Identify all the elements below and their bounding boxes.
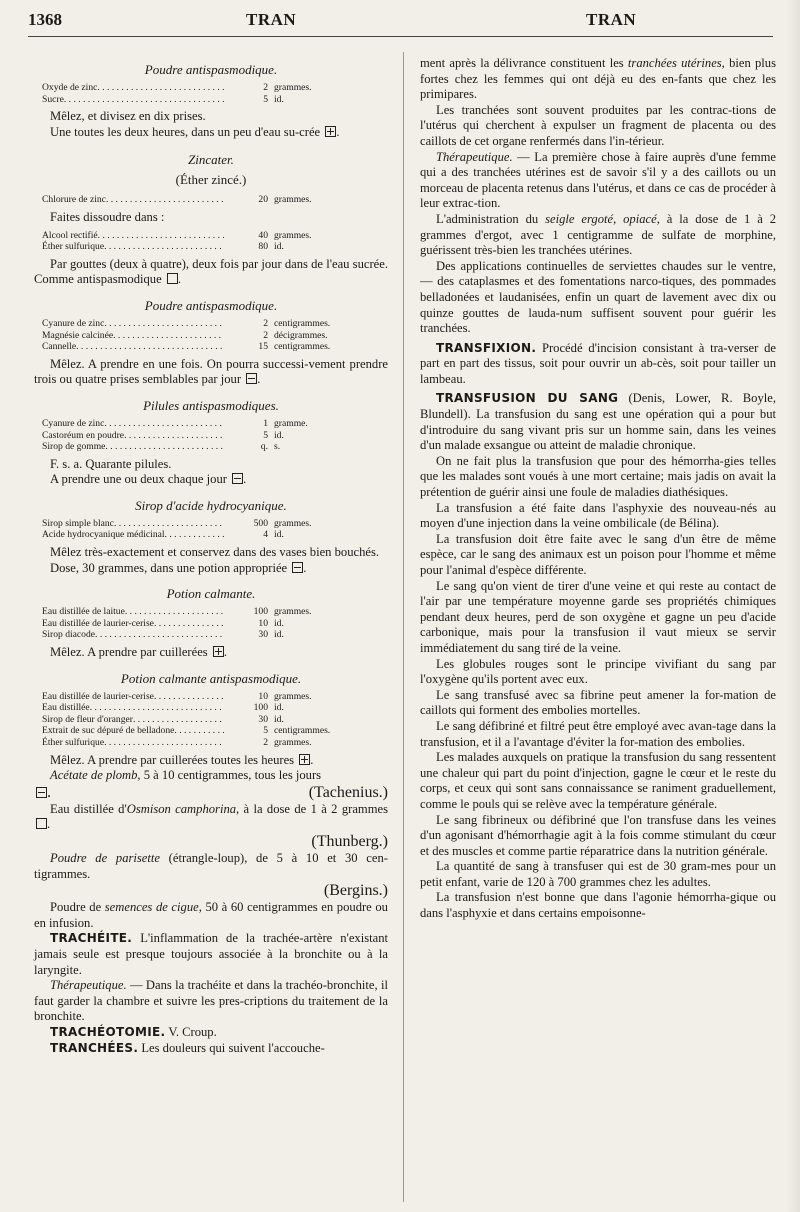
leader-dots: [114, 518, 224, 530]
entry-trachéite: TRACHÉITE. L'inflammation de la trachée-artère n'existant jamais seule est presque toujours associée à la bronchite ou à la laryngite.: [34, 931, 388, 977]
recipe-row: [42, 737, 352, 749]
ingredient-quantity: 2: [263, 737, 268, 748]
ingredient-quantity: 15: [258, 341, 268, 353]
ingredient-unit: grammes.: [274, 606, 312, 618]
recipe-row: [42, 529, 352, 541]
ingredient-name: Sirop diacode: [42, 629, 96, 641]
recipe-row: [42, 318, 352, 330]
ingredient-quantity: 1: [263, 417, 268, 429]
plus-box-icon: [213, 646, 224, 657]
section-title: Potion calmante.: [166, 586, 256, 602]
paragraph: Mêlez très-exactement et conservez dans des vases bien bouchés.: [50, 545, 380, 560]
ingredient-name: Sirop simple blanc: [42, 517, 114, 529]
leader-dots: [106, 194, 224, 206]
recipe-row: [42, 725, 352, 737]
right-running-word: TRAN: [586, 10, 637, 29]
ingredient-quantity: 30: [258, 713, 268, 725]
paragraph: La transfusion n'est bonne que dans l'agonie hémorrha-gique ou dans l'asphyxie et dans certains empoisonne-: [420, 890, 776, 921]
ingredient-name: Eau distillée de laurier-cerise: [42, 617, 154, 629]
paragraph: Mêlez. A prendre par cuillerées .: [50, 645, 228, 660]
paragraph: Dose, 30 grammes, dans une potion appropriée .: [50, 560, 307, 575]
ingredient-name: Cyanure de zinc: [42, 317, 105, 329]
paragraph: Thérapeutique. — Dans la trachéite et dans la trachéo-bronchite, il faut garder la chambre et suivre les pres-criptions du traitement de la bronchite.: [34, 978, 388, 1024]
ingredient-quantity: 2: [263, 329, 268, 341]
paragraph: La quantité de sang à transfuser qui est de 30 gram-mes pour un petit enfant, varie de 120 à 700 grammes chez les adultes.: [420, 859, 776, 889]
leader-dots: [113, 330, 224, 342]
leader-dots: [154, 618, 224, 630]
ingredient-name: Eau distillée de laitue: [42, 606, 125, 618]
page-edge-shadow: [786, 0, 800, 1212]
paragraph: Acétate de plomb, 5 à 10 centigrammes, tous les jours: [50, 768, 322, 783]
recipe-list: [42, 606, 352, 641]
minus-box-icon: [246, 373, 257, 384]
ingredient-name: Extrait de suc dépuré de belladone: [42, 725, 175, 737]
ingredient-unit: centigrammes.: [274, 317, 331, 329]
ingredient-quantity: 500: [253, 517, 268, 529]
ingredient-name: Acide hydrocyanique médicinal: [42, 529, 165, 541]
paragraph: Par gouttes (deux à quatre), deux fois par jour dans de l'eau sucrée. Comme antispasmodique .: [34, 256, 388, 287]
ingredient-quantity: 4: [263, 529, 268, 541]
section-title: Poudre antispasmodique.: [144, 297, 278, 313]
ingredient-unit: id.: [274, 93, 284, 105]
attribution: (Bergins.): [323, 882, 388, 900]
empty-box-icon: [167, 273, 178, 284]
ingredient-unit: id.: [274, 702, 284, 714]
paragraph: Le sang fibrineux ou défibriné que l'on transfuse dans les veines d'un agonisant d'hémorrhagie agit à la fois comme stimulant du cœur et des muscles et comme partie réparatrice dans la nutrition générale.: [420, 812, 776, 858]
ingredient-name: Cyanure de zinc: [42, 417, 105, 429]
ingredient-name: Sirop de gomme: [42, 441, 106, 453]
recipe-row: [42, 430, 352, 442]
ingredient-name: Éther sulfurique: [42, 241, 105, 253]
entry-transfixion: TRANSFIXION. Procédé d'incision consistant à tra-verser de part en part des tissus, soit pour ouvrir un ab-cès, soit pour tailler un lambeau.: [420, 340, 776, 386]
plus-box-icon: [299, 754, 310, 765]
paragraph: Le sang qu'on vient de tirer d'une veine et qui reste au contact de l'air par une température moyenne garde ses propriétés chimiques pendant deux heures, perd de son oxygène et gagne un peu d'acide carbonique, mais pour la transfusion il vaut mieux se servir immédiatement du sang tiré de la veine.: [420, 578, 776, 655]
paragraph: La transfusion doit être faite avec le sang d'un être de même espèce, car le sang des animaux est un poison pour l'homme et même pour l'animal d'espèce différente.: [420, 531, 776, 577]
paragraph: Mêlez. A prendre en une fois. On pourra successi-vement prendre trois ou quatre prises semblables par jour .: [34, 356, 388, 387]
ingredient-quantity: q.: [260, 441, 268, 453]
recipe-row: [42, 518, 352, 530]
paragraph: Les malades auxquels on pratique la transfusion du sang ressentent une chaleur qui part du point d'injection, gagne le cœur et le reste du corps, et ceux qui sont sans connaissance se raniment graduellement, comme le pouls qui se relève avec la température générale.: [420, 750, 776, 811]
ingredient-unit: s.: [274, 441, 281, 453]
left-column: [34, 56, 388, 1056]
ingredient-unit: grammes.: [274, 229, 312, 241]
recipe-list: [42, 194, 352, 206]
ingredient-name: Sucre: [42, 93, 64, 105]
ingredient-quantity: 10: [258, 690, 268, 702]
leader-dots: [104, 418, 224, 430]
paragraph: Eau distillée d'Osmison camphorina, à la dose de 1 à 2 grammes .: [34, 802, 388, 833]
attribution-line: . (Tachenius.): [34, 784, 388, 802]
recipe-row: [42, 629, 352, 641]
leader-dots: [76, 341, 224, 353]
ingredient-name: Chlorure de zinc: [42, 194, 106, 206]
recipe-list: [42, 691, 352, 749]
column-divider: [403, 52, 404, 1202]
recipe-row: [42, 441, 352, 453]
header-rule: [28, 36, 773, 37]
recipe-row: [42, 702, 352, 714]
minus-box-icon: [232, 473, 243, 484]
section-title: Sirop d'acide hydrocyanique.: [135, 497, 287, 513]
attribution-line: [34, 833, 388, 851]
recipe-row: [42, 606, 352, 618]
paragraph: Le sang défibriné et filtré peut être employé avec avan-tage dans la transfusion, et il a l'avantage d'éviter la for-mation des embolies.: [420, 718, 776, 749]
recipe-row: [42, 241, 352, 253]
paragraph: Poudre de parisette (étrangle-loup), de 5 à 10 et 30 cen-tigrammes.: [34, 850, 388, 881]
paragraph: Des applications continuelles de serviettes chaudes sur le ventre, — des cataplasmes et des fomentations narco-tiques, des pommades belladonées et laudanisées, enfin un quart de lavement avec dix ou quinze gouttes de lauda-num suffisent souvent pour guérir les tranchées.: [420, 258, 776, 336]
paragraph: A prendre une ou deux chaque jour .: [50, 472, 247, 487]
ingredient-unit: id.: [274, 617, 284, 629]
running-header: [28, 10, 773, 32]
recipe-row: [42, 618, 352, 630]
recipe-row: [42, 82, 352, 94]
ingredient-name: Alcool rectifié: [42, 229, 98, 241]
paragraph: Poudre de semences de cigue, 50 à 60 centigrammes en poudre ou en infusion.: [34, 900, 388, 930]
paragraph: Les tranchées sont souvent produites par les contrac-tions de l'utérus qui cherchent à expulser un fragment de placenta ou des caillots de cet organe renfermés dans l'in-térieur.: [420, 102, 776, 148]
ingredient-unit: grammes.: [274, 690, 312, 702]
ingredient-unit: id.: [274, 713, 284, 725]
recipe-list: [42, 318, 352, 353]
section-title: Zincater.: [188, 152, 234, 168]
paragraph: Les globules rouges sont le principe vivifiant du sang par l'oxygène qu'ils portent avec eux.: [420, 656, 776, 687]
right-column: [420, 56, 776, 922]
empty-box-icon: [36, 818, 47, 829]
recipe-list: [42, 230, 352, 253]
ingredient-unit: centigrammes.: [274, 341, 331, 353]
ingredient-quantity: 5: [263, 93, 268, 105]
attribution: (Tachenius.): [308, 783, 388, 801]
recipe-list: [42, 82, 352, 105]
recipe-row: [42, 341, 352, 353]
ingredient-unit: décigrammes.: [274, 329, 328, 341]
entry-transfusion: TRANSFUSION DU SANG (Denis, Lower, R. Boyle, Blundell). La transfusion du sang est une opération qui a pour but d'introduire du sang vivant pris sur un homme sain, dans les veines d'un malade exsangue ou atteint de maladie chronique.: [420, 391, 776, 453]
paragraph: La transfusion a été faite dans l'asphyxie des nouveau-nés au moyen d'une injection dans la veine ombilicale (de Bélina).: [420, 500, 776, 531]
ingredient-unit: id.: [274, 241, 284, 253]
paragraph: Mêlez. A prendre par cuillerées toutes les heures .: [50, 752, 314, 767]
section-title: Pilules antispasmodiques.: [143, 397, 279, 413]
ingredient-name: Oxyde de zinc: [42, 82, 98, 93]
leader-dots: [104, 318, 224, 330]
ingredient-unit: id.: [274, 429, 284, 441]
recipe-row: [42, 418, 352, 430]
leader-dots: [95, 629, 224, 641]
ingredient-name: Eau distillée: [42, 702, 90, 714]
recipe-row: [42, 194, 352, 206]
paragraph: ment après la délivrance constituent les tranchées utérines, bien plus fortes chez les femmes qui ont déjà eu des en-fants que chez les primipares.: [420, 56, 776, 102]
leader-dots: [124, 430, 224, 442]
section-title: Poudre antispasmodique.: [144, 62, 278, 77]
ingredient-name: Castoréum en poudre: [42, 429, 125, 441]
page-number: 1368: [28, 10, 62, 29]
ingredient-unit: id.: [274, 529, 284, 541]
entry-tranchées: TRANCHÉES. Les douleurs qui suivent l'accouche-: [50, 1040, 325, 1055]
leader-dots: [105, 441, 224, 453]
ingredient-name: Eau distillée de laurier-cerise: [42, 690, 154, 702]
section-title: Potion calmante antispasmodique.: [120, 670, 302, 686]
leader-dots: [174, 725, 224, 737]
ingredient-unit: grammes.: [274, 82, 312, 93]
minus-box-icon: [36, 787, 47, 798]
ingredient-quantity: 100: [253, 606, 268, 618]
recipe-row: [42, 94, 352, 106]
paragraph: Mêlez, et divisez en dix prises.: [50, 109, 206, 124]
ingredient-quantity: 2: [263, 82, 268, 93]
ingredient-name: Sirop de fleur d'oranger: [42, 713, 133, 725]
leader-dots: [133, 714, 224, 726]
paragraph: Thérapeutique. — La première chose à faire auprès d'une femme qui a des tranchées utérines est de savoir s'il y a des caillots ou un morceau de placenta retenus dans l'utérus, et dans ce cas de procéder à leur extrac-tion.: [420, 149, 776, 211]
recipe-list: [42, 418, 352, 453]
leader-dots: [90, 702, 224, 714]
paragraph: Faites dissoudre dans :: [50, 209, 165, 224]
attribution-line: [34, 882, 388, 900]
ingredient-quantity: 5: [263, 725, 268, 737]
entry-trachéotomie: TRACHÉOTOMIE. V. Croup.: [50, 1024, 217, 1039]
leader-dots: [165, 529, 224, 541]
leader-dots: [64, 94, 224, 106]
paragraph: F. s. a. Quarante pilules.: [50, 456, 172, 471]
paragraph: Le sang transfusé avec sa fibrine peut amener la for-mation de caillots qui forment des embolies mortelles.: [420, 687, 776, 718]
section-subtitle: (Éther zincé.): [175, 172, 247, 188]
ingredient-unit: gramme.: [274, 417, 308, 429]
minus-box-icon: [292, 562, 303, 573]
ingredient-unit: grammes.: [274, 194, 312, 206]
ingredient-quantity: 100: [253, 702, 268, 714]
ingredient-quantity: 30: [258, 629, 268, 641]
leader-dots: [98, 230, 224, 242]
ingredient-unit: grammes.: [274, 737, 312, 748]
ingredient-unit: id.: [274, 629, 284, 641]
plus-box-icon: [325, 126, 336, 137]
ingredient-name: Éther sulfurique: [42, 737, 105, 748]
recipe-row: [42, 691, 352, 703]
ingredient-quantity: 5: [263, 429, 268, 441]
recipe-row: [42, 330, 352, 342]
ingredient-unit: grammes.: [274, 517, 312, 529]
leader-dots: [104, 737, 224, 749]
recipe-row: [42, 230, 352, 242]
leader-dots: [154, 691, 224, 703]
ingredient-quantity: 20: [258, 194, 268, 206]
ingredient-quantity: 10: [258, 617, 268, 629]
left-running-word: TRAN: [246, 10, 297, 29]
attribution: (Thunberg.): [311, 832, 388, 850]
ingredient-quantity: 40: [258, 229, 268, 241]
ingredient-quantity: 2: [263, 317, 268, 329]
ingredient-name: Cannelle: [42, 341, 77, 353]
paragraph: Une toutes les deux heures, dans un peu d'eau su-crée .: [50, 124, 340, 139]
ingredient-unit: centigrammes.: [274, 725, 331, 737]
leader-dots: [97, 82, 224, 94]
recipe-list: [42, 518, 352, 541]
recipe-row: [42, 714, 352, 726]
ingredient-quantity: 80: [258, 241, 268, 253]
ingredient-name: Magnésie calcinée: [42, 329, 114, 341]
leader-dots: [104, 241, 224, 253]
leader-dots: [125, 606, 224, 618]
paragraph: L'administration du seigle ergoté, opiacé, à la dose de 1 à 2 grammes d'ergot, avec 1 centigramme de sulfate de morphine, guérissent très-bien les tranchées utérines.: [420, 211, 776, 258]
paragraph: On ne fait plus la transfusion que pour des hémorrha-gies telles que les malades sont voués à une mort certaine; mais jadis on avait la prétention de guérir ainsi une foule de maladies diathésiques.: [420, 453, 776, 500]
